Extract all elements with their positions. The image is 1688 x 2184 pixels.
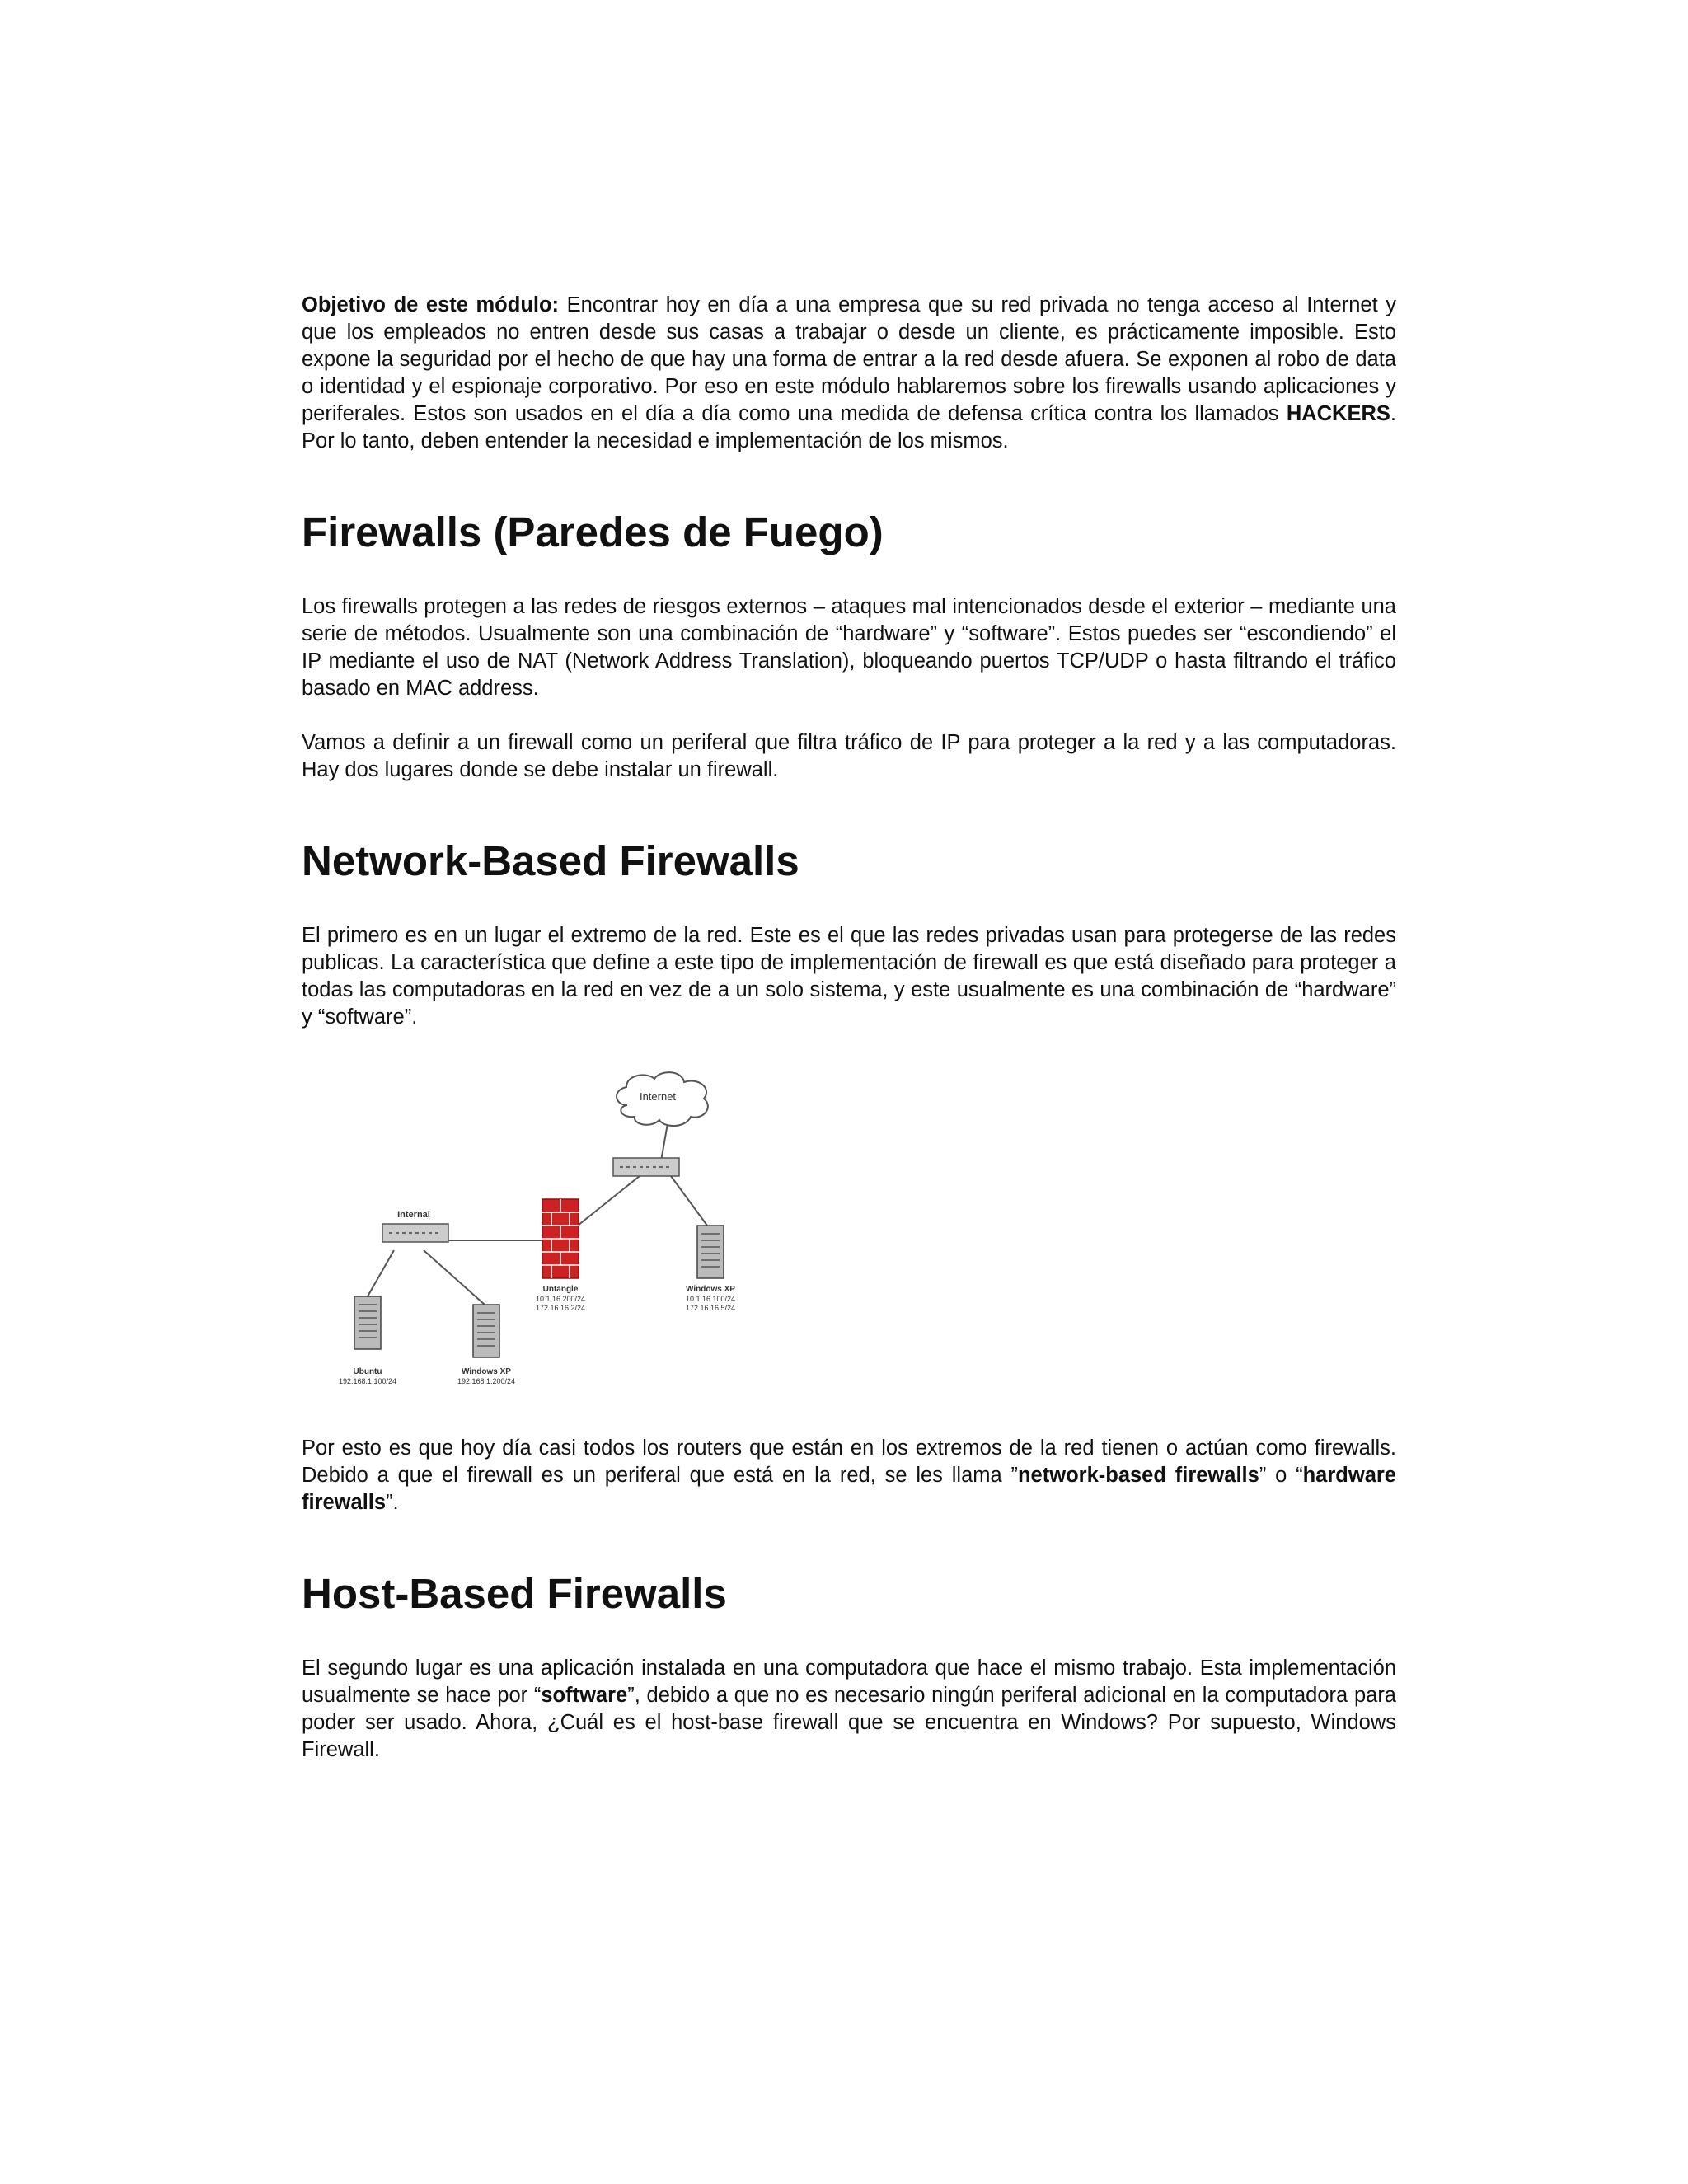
network-based-paragraph-1: El primero es en un lugar el extremo de la red. Este es el que las redes privadas usan para protegerse de las redes publicas. La característica que define a este tipo de implementación de firewall es que está diseñado para proteger a todas las computadoras en la red en vez de a un solo sistema, y este usualmente es una combinación de “hardware” y “software”. — [302, 924, 1396, 1029]
network-based-text-a: Por esto es que hoy día casi todos los routers que están en los extremos de la red tienen o actúan como firewalls. Debido a que el firewall es un periferal que está en la red, se les llama ” — [302, 1436, 1396, 1487]
internet-cloud-icon — [617, 1072, 708, 1126]
server-winxp-right-icon — [686, 1226, 735, 1312]
link-switch-winxp-right — [671, 1176, 707, 1226]
host-based-paragraph — [302, 1655, 1396, 1764]
firewall-name: Untangle — [542, 1285, 579, 1294]
firewalls-paragraph-1: Los firewalls protegen a las redes de riesgos externos – ataques mal intencionados desde el exterior – mediante una serie de métodos. Usualmente son una combinación de “hardware” y “software”. Estos puedes ser “escondiendo” el IP mediante el uso de NAT (Network Address Translation), bloqueando puertos TCP/UDP o hasta filtrando el tráfico basado en MAC address. — [302, 595, 1396, 700]
firewall-icon — [536, 1199, 585, 1312]
link-internal-winxp-left — [424, 1250, 485, 1305]
server-ubuntu-icon — [339, 1296, 396, 1385]
network-based-text-c: ” o “ — [1259, 1464, 1303, 1487]
network-based-term: network-based firewalls — [1017, 1464, 1259, 1487]
internal-label: Internal — [397, 1210, 430, 1220]
ubuntu-name: Ubuntu — [353, 1367, 382, 1376]
winxp-left-ip: 192.168.1.200/24 — [457, 1377, 516, 1385]
switch-internal-icon — [382, 1210, 448, 1242]
link-cloud-switch — [661, 1123, 668, 1161]
winxp-left-name: Windows XP — [462, 1367, 511, 1376]
heading-host-based: Host-Based Firewalls — [302, 1570, 727, 1617]
heading-firewalls: Firewalls (Paredes de Fuego) — [302, 509, 884, 555]
document-content — [302, 292, 1396, 1764]
winxp-right-name: Windows XP — [686, 1285, 735, 1294]
firewall-ip1: 10.1.16.200/24 — [535, 1295, 586, 1303]
intro-hackers: HACKERS — [1286, 402, 1390, 425]
hardware-firewalls-term: hardware firewalls — [302, 1464, 1396, 1514]
software-term: software — [541, 1684, 628, 1707]
server-winxp-left-icon — [457, 1305, 515, 1385]
intro-text-b: . Por lo tanto, deben entender la necesidad e implementación de los mismos. — [302, 402, 1396, 452]
intro-paragraph — [302, 292, 1396, 455]
link-internal-ubuntu — [368, 1250, 394, 1296]
ubuntu-ip: 192.168.1.100/24 — [338, 1377, 397, 1385]
host-based-text-c: ”, debido a que no es necesario ningún periferal adicional en la computadora para poder ser usado. Ahora, ¿Cuál es el host-base firewall que se encuentra en Windows? Por supuesto, Windows Firewall. — [302, 1684, 1396, 1761]
host-based-text-a: El segundo lugar es una aplicación instalada en una computadora que hace el mismo trabajo. Esta implementación usualmente se hace por “ — [302, 1657, 1396, 1707]
network-based-text-d: ”. — [386, 1491, 399, 1514]
network-diagram-svg — [302, 1064, 796, 1410]
intro-label: Objetivo de este módulo: — [302, 293, 560, 316]
winxp-right-ip1: 10.1.16.100/24 — [685, 1295, 736, 1303]
switch-upper-icon — [613, 1158, 679, 1176]
firewall-ip2: 172.16.16.2/24 — [535, 1304, 586, 1312]
heading-network-based: Network-Based Firewalls — [302, 837, 799, 884]
firewalls-paragraph-2: Vamos a definir a un firewall como un periferal que filtra tráfico de IP para proteger a la red y a las computadoras. Hay dos lugares donde se debe instalar un firewall. — [302, 731, 1396, 781]
network-diagram — [302, 1064, 796, 1410]
winxp-right-ip2: 172.16.16.5/24 — [685, 1304, 736, 1312]
network-based-paragraph-2 — [302, 1435, 1396, 1516]
intro-text-a: Encontrar hoy en día a una empresa que su red privada no tenga acceso al Internet y que los empleados no entren desde sus casas a trabajar o desde un cliente, es prácticamente imposible. Esto expone la seguridad por el hecho de que hay una forma de entrar a la red desde afuera. Se exponen al robo de data o identidad y el espionaje corporativo. Por eso en este módulo hablaremos sobre los firewalls usando aplicaciones y periferales. Estos son usados en el día a día como una medida de defensa crítica contra los llamados — [302, 293, 1396, 425]
link-switch-firewall — [574, 1176, 640, 1229]
internet-label: Internet — [639, 1090, 677, 1103]
